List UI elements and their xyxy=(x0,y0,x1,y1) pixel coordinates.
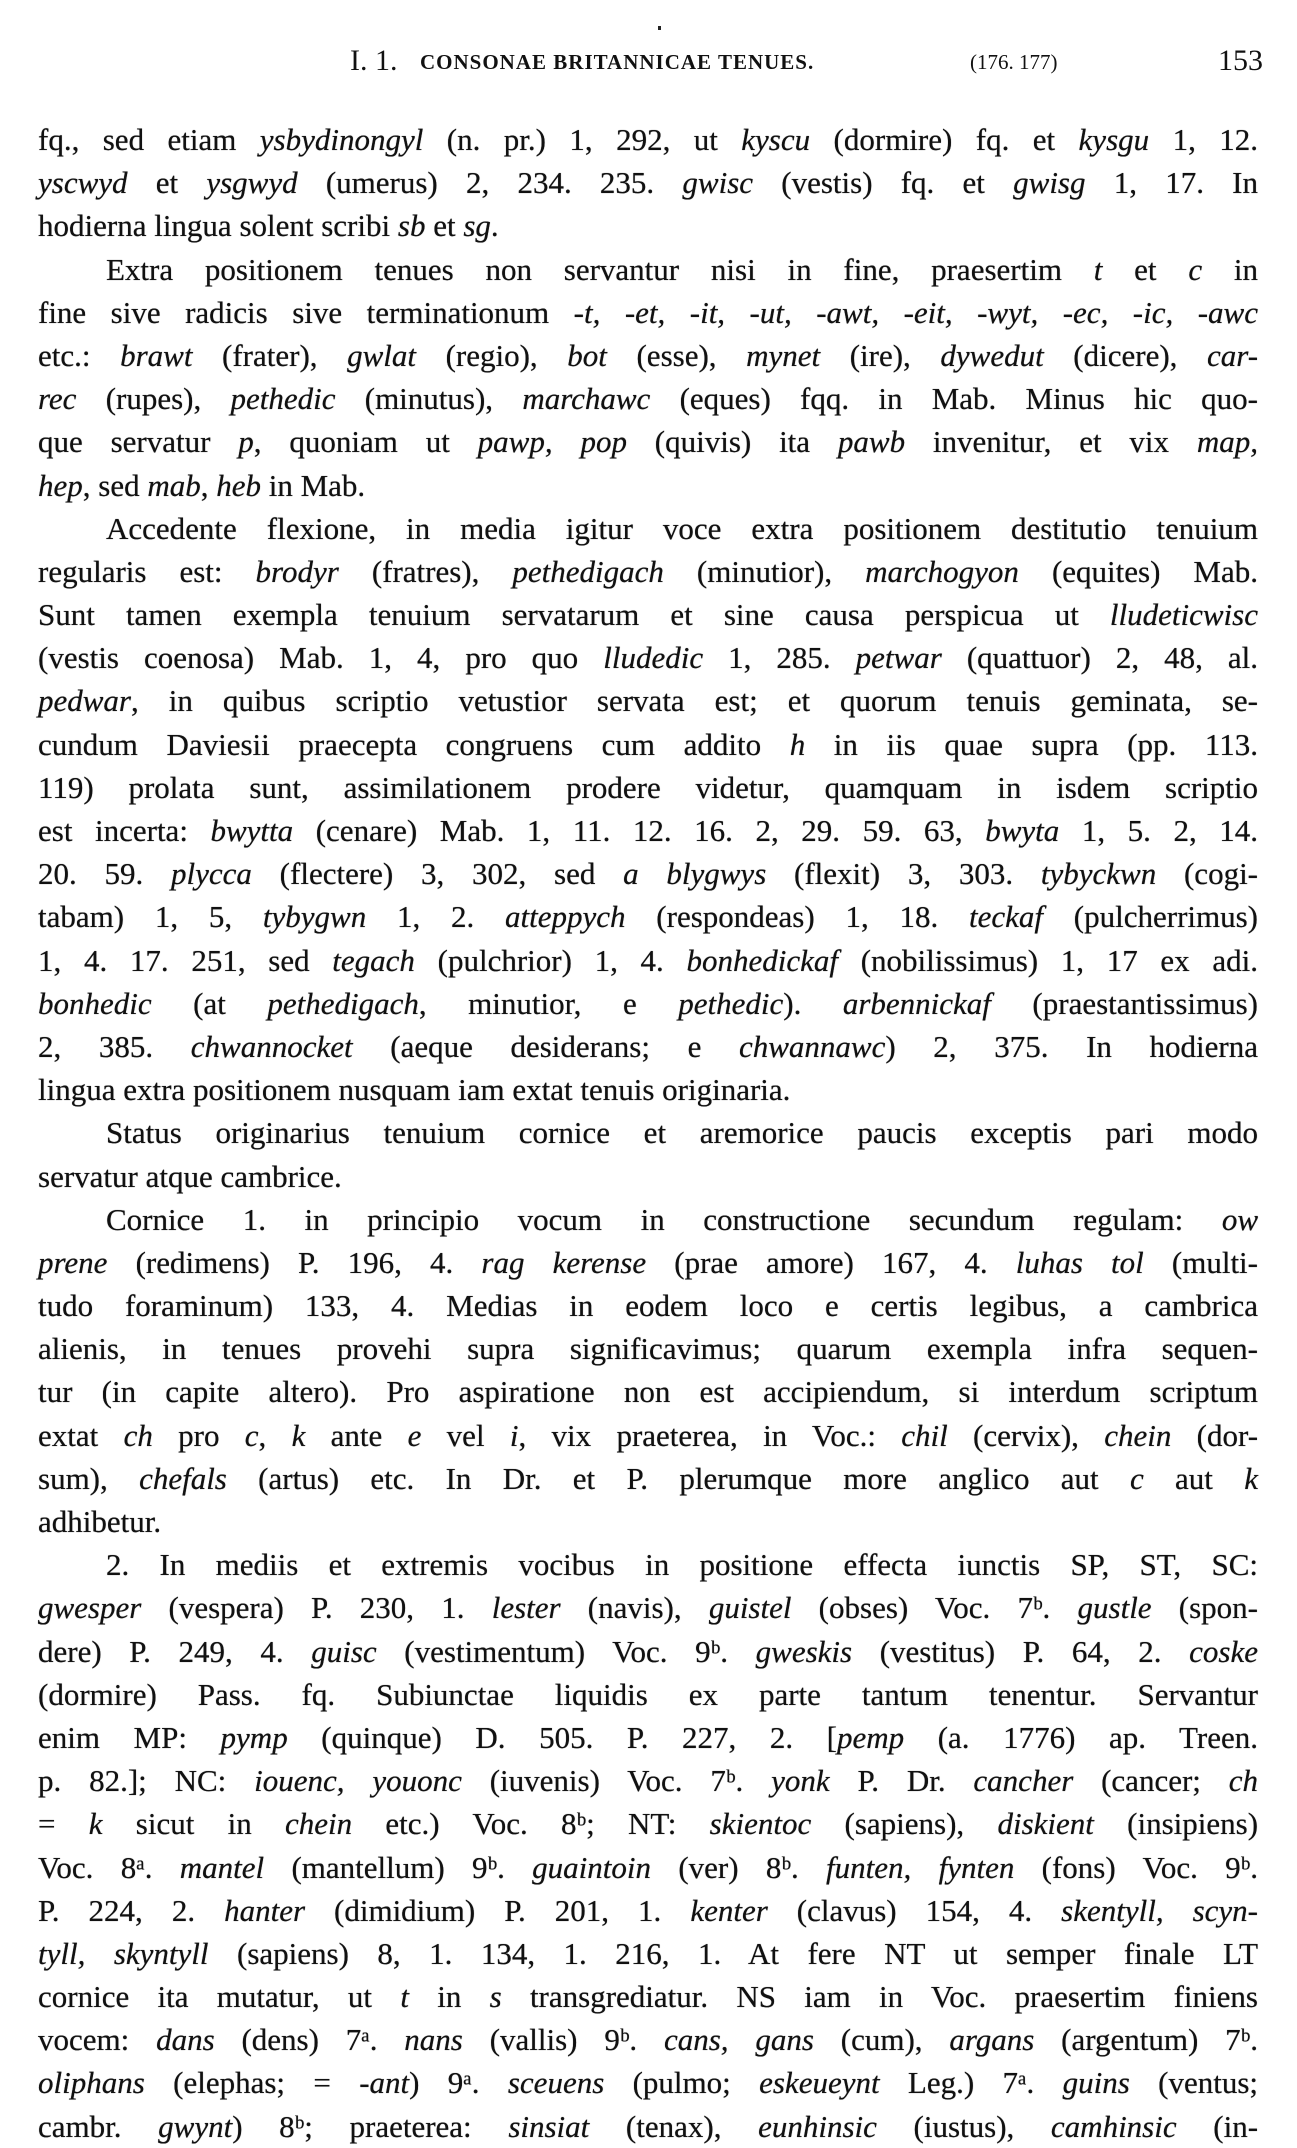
text-run: in iis quae supra (pp. 113. xyxy=(805,726,1258,762)
page-number: 153 xyxy=(1218,44,1263,77)
italic-term: dywedut xyxy=(940,337,1044,373)
text-line xyxy=(38,2105,1258,2148)
text-run: (tenax), xyxy=(589,2108,759,2144)
text-run: tudo foraminum) 133, 4. Medias in eodem loco e certis legibus, a cambrica xyxy=(38,1288,1258,1324)
italic-term: c xyxy=(1188,251,1203,287)
text-line xyxy=(38,1155,1258,1198)
text-run: etc.: xyxy=(38,337,121,373)
text-run: et xyxy=(1102,251,1189,287)
italic-term: gwesper xyxy=(38,1590,142,1626)
text-run: (cervix), xyxy=(947,1417,1105,1453)
text-run: (esse), xyxy=(606,337,747,373)
text-line xyxy=(38,895,1258,938)
text-run: (vespera) P. 230, 1. xyxy=(141,1590,492,1626)
text-line xyxy=(38,1846,1258,1889)
text-run: regularis est: xyxy=(38,553,256,589)
text-run: 1, 4. 17. 251, sed xyxy=(38,942,333,978)
text-line xyxy=(38,507,1258,550)
italic-term: sinsiat xyxy=(508,2108,590,2144)
italic-term: car- xyxy=(1207,337,1259,373)
text-line xyxy=(38,1370,1258,1413)
italic-term: pedwar xyxy=(38,683,131,719)
text-run: (respondeas) 1, 18. xyxy=(625,899,969,935)
text-line xyxy=(38,291,1258,334)
text-run: (artus) etc. In Dr. et P. plerumque more anglico aut xyxy=(226,1460,1130,1496)
text-run: (dormire) Pass. fq. Subiunctae liquidis ex parte tantum tenentur. Servantur xyxy=(38,1676,1258,1712)
text-run: (at xyxy=(151,985,268,1021)
italic-term: ch xyxy=(1228,1763,1258,1799)
text-line xyxy=(38,1284,1258,1327)
text-line xyxy=(38,1889,1258,1932)
text-run: (fons) Voc. 9ᵇ. xyxy=(1014,1849,1259,1885)
text-run: (quivis) ita xyxy=(626,424,838,460)
italic-term: ch xyxy=(123,1417,153,1453)
body-text xyxy=(38,118,1258,2148)
italic-term: s xyxy=(489,1979,502,2015)
running-title: CONSONAE BRITANNICAE TENUES. xyxy=(420,50,815,74)
text-line xyxy=(38,204,1258,247)
italic-term: sg xyxy=(463,208,491,244)
text-run: 1, 17. In xyxy=(1085,165,1258,201)
italic-term: sceuens xyxy=(507,2065,605,2101)
text-run: ) 9ᵃ. xyxy=(409,2065,508,2101)
italic-term: atteppych xyxy=(505,899,626,935)
text-line xyxy=(38,1111,1258,1154)
text-line xyxy=(38,679,1258,722)
text-run: Cornice 1. in principio vocum in constructione secundum regulam: xyxy=(106,1201,1222,1237)
text-line xyxy=(38,118,1258,161)
italic-term: iouenc, youonc xyxy=(254,1763,462,1799)
text-run: sicut in xyxy=(102,1806,286,1842)
italic-term: funten, fynten xyxy=(826,1849,1015,1885)
italic-term: guins xyxy=(1062,2065,1130,2101)
italic-term: kenter xyxy=(690,1892,768,1928)
text-line xyxy=(38,1630,1258,1673)
italic-term: mynet xyxy=(746,337,821,373)
italic-term: tybyckwn xyxy=(1040,856,1157,892)
italic-term: plycca xyxy=(171,856,252,892)
text-run: (quattuor) 2, 48, al. xyxy=(941,640,1258,676)
text-run: (vestimentum) Voc. 9ᵇ. xyxy=(376,1633,756,1669)
italic-term: bwyta xyxy=(985,813,1060,848)
italic-term: gwlat xyxy=(347,337,417,373)
text-run: servatur atque cambrice. xyxy=(38,1158,342,1194)
italic-term: kyscu xyxy=(741,122,811,157)
text-run: (mantellum) 9ᵇ. xyxy=(264,1849,533,1885)
text-line xyxy=(38,1327,1258,1370)
text-run: et xyxy=(425,208,464,244)
text-run: (pulmo; xyxy=(604,2065,760,2101)
italic-term: pemp xyxy=(837,1719,905,1755)
text-run: (dor- xyxy=(1171,1417,1259,1453)
italic-term: gweskis xyxy=(755,1633,853,1669)
text-line xyxy=(38,939,1258,982)
text-run: (flexit) 3, 303. xyxy=(766,856,1041,892)
italic-term: teckaf xyxy=(969,899,1044,935)
italic-term: lludeticwisc xyxy=(1109,597,1258,633)
italic-term: hanter xyxy=(224,1892,306,1928)
text-run: Status originarius tenuium cornice et aremorice paucis exceptis pari modo xyxy=(106,1115,1258,1151)
italic-term: guisc xyxy=(311,1633,377,1669)
text-line xyxy=(38,248,1258,291)
italic-term: diskient xyxy=(997,1806,1094,1842)
italic-term: brawt xyxy=(120,337,193,373)
text-run: (dicere), xyxy=(1043,337,1207,373)
text-line xyxy=(38,550,1258,593)
text-run: (argentum) 7ᵇ. xyxy=(1034,2022,1258,2058)
text-run: in Mab. xyxy=(261,467,366,503)
text-run: (multi- xyxy=(1143,1244,1258,1280)
text-run: sum), xyxy=(38,1460,140,1496)
italic-term: tyll, skyntyll xyxy=(38,1935,209,1971)
text-run: (minutus), xyxy=(335,381,523,417)
text-line xyxy=(38,2018,1258,2061)
text-line xyxy=(38,1500,1258,1543)
italic-term: h xyxy=(789,726,806,762)
text-run: (cenare) Mab. 1, 11. 12. 16. 2, 29. 59. 63, xyxy=(293,813,986,848)
text-line xyxy=(38,809,1258,852)
text-run: P. 224, 2. xyxy=(38,1892,225,1928)
text-run: Sunt tamen exempla tenuium servatarum et sine causa perspicua ut xyxy=(38,597,1110,633)
text-run: (cum), xyxy=(813,2022,950,2058)
text-line xyxy=(38,464,1258,507)
text-run: est incerta: xyxy=(38,813,211,848)
text-run: (dens) 7ᵃ. xyxy=(214,2022,405,2058)
text-run: (iustus), xyxy=(876,2108,1051,2144)
italic-term: tybygwn xyxy=(262,899,367,935)
text-run: cambr. xyxy=(38,2108,159,2144)
italic-term: ysgwyd xyxy=(206,165,298,201)
text-run: (fratres), xyxy=(338,553,513,589)
text-line xyxy=(38,1802,1258,1845)
text-run: (sapiens), xyxy=(811,1806,998,1842)
text-run: (insipiens) xyxy=(1093,1806,1259,1842)
text-run: Leg.) 7ᵃ. xyxy=(879,2065,1063,2101)
text-run: (obses) Voc. 7ᵇ. xyxy=(791,1590,1078,1626)
text-line xyxy=(38,1673,1258,1716)
italic-term: argans xyxy=(949,2022,1035,2058)
text-run: ) 2, 375. In hodierna xyxy=(885,1028,1258,1064)
text-run: (a. 1776) ap. Treen. xyxy=(904,1719,1258,1755)
italic-term: petwar xyxy=(855,640,942,676)
text-run: (dimidium) P. 201, 1. xyxy=(305,1892,691,1928)
italic-term: gwisc xyxy=(682,165,754,201)
text-line xyxy=(38,161,1258,204)
text-line xyxy=(38,2061,1258,2104)
italic-term: guistel xyxy=(708,1590,792,1626)
italic-term: lester xyxy=(491,1590,561,1626)
text-run: (aeque desiderans; e xyxy=(352,1028,739,1064)
text-run: (iuvenis) Voc. 7ᵇ. xyxy=(461,1763,772,1799)
text-run: cornice ita mutatur, ut xyxy=(38,1979,401,2015)
text-run: (vestis) fq. et xyxy=(753,165,1014,201)
text-run: 2. In mediis et extremis vocibus in positione effecta iunctis SP, ST, SC: xyxy=(106,1547,1258,1583)
italic-term: arbennickaf xyxy=(842,985,991,1021)
text-run: 1, 12. xyxy=(1149,122,1258,157)
italic-term: c xyxy=(1129,1460,1144,1496)
text-line xyxy=(38,1414,1258,1457)
text-run: (n. pr.) 1, 292, ut xyxy=(423,122,742,157)
italic-term: i xyxy=(509,1417,519,1453)
running-header xyxy=(0,44,1297,84)
italic-term: skentyll, scyn- xyxy=(1061,1892,1258,1928)
text-run: tabam) 1, 5, xyxy=(38,899,263,935)
text-run: (umerus) 2, 234. 235. xyxy=(297,165,683,201)
scan-speck xyxy=(658,26,661,30)
text-run: , xyxy=(200,467,217,503)
italic-term: ysbydinongyl xyxy=(259,122,424,157)
text-run: extat xyxy=(38,1417,124,1453)
italic-term: kysgu xyxy=(1078,122,1150,157)
text-run: (dormire) fq. et xyxy=(810,122,1079,157)
text-run: (elephas; = xyxy=(144,2065,360,2101)
italic-term: pawp, pop xyxy=(477,424,627,460)
italic-term: p xyxy=(238,424,254,460)
text-run: , sed xyxy=(82,467,148,503)
italic-term: chil xyxy=(901,1417,948,1453)
text-run: (equites) Mab. xyxy=(1018,553,1258,589)
text-run: (spon- xyxy=(1151,1590,1258,1626)
text-run: lingua extra positionem nusquam iam extat tenuis originaria. xyxy=(38,1072,791,1108)
text-run: ante xyxy=(305,1417,408,1453)
italic-term: k xyxy=(1244,1460,1258,1496)
text-run: enim MP: xyxy=(38,1719,221,1755)
italic-term: gwynt xyxy=(158,2108,233,2144)
text-run: fine sive radicis sive terminationum xyxy=(38,294,574,330)
italic-term: cancher xyxy=(973,1763,1074,1799)
text-run: dere) P. 249, 4. xyxy=(38,1633,312,1669)
italic-term: prene xyxy=(38,1244,108,1280)
text-line xyxy=(38,1543,1258,1586)
italic-term: pethedic xyxy=(230,381,336,417)
text-run: 1, 285. xyxy=(703,640,856,676)
text-line xyxy=(38,766,1258,809)
text-run: 119) prolata sunt, assimilationem prodere videtur, quamquam in isdem scriptio xyxy=(38,769,1258,805)
text-run: (sapiens) 8, 1. 134, 1. 216, 1. At fere NT ut semper finale LT xyxy=(208,1935,1258,1971)
text-run: vel xyxy=(421,1417,510,1453)
text-line xyxy=(38,334,1258,377)
italic-term: luhas tol xyxy=(1015,1244,1144,1280)
italic-term: -t, -et, -it, -ut, -awt, -eit, -wyt, -ec, -ic, -awc xyxy=(573,294,1258,330)
italic-term: yscwyd xyxy=(38,165,128,201)
text-line xyxy=(38,1025,1258,1068)
text-run: (vallis) 9ᵇ. xyxy=(462,2022,664,2058)
italic-term: eunhinsic xyxy=(758,2108,877,2144)
italic-term: heb xyxy=(216,467,261,503)
italic-term: oliphans xyxy=(38,2065,145,2101)
text-run: (prae amore) 167, 4. xyxy=(646,1244,1016,1280)
text-run: in xyxy=(1202,251,1258,287)
text-run: P. Dr. xyxy=(829,1763,974,1799)
italic-term: coske xyxy=(1189,1633,1258,1669)
text-run: 20. 59. xyxy=(38,856,172,892)
text-line xyxy=(38,1716,1258,1759)
text-run: (minutior), xyxy=(663,553,866,589)
text-line xyxy=(38,636,1258,679)
italic-term: e xyxy=(407,1417,422,1453)
italic-term: marchogyon xyxy=(865,553,1019,589)
text-run: (regio), xyxy=(416,337,568,373)
text-run: = xyxy=(38,1806,89,1842)
text-run: . xyxy=(490,208,499,244)
text-run: (praestantissimus) xyxy=(990,985,1259,1021)
text-run: vocem: xyxy=(38,2022,157,2058)
text-run: (clavus) 154, 4. xyxy=(767,1892,1062,1928)
text-run: (cancer; xyxy=(1073,1763,1229,1799)
italic-term: pethedigach xyxy=(267,985,419,1021)
text-run: Voc. 8ᵃ. xyxy=(38,1849,180,1885)
italic-term: skientoc xyxy=(709,1806,812,1842)
text-line xyxy=(38,1241,1258,1284)
italic-term: chwannocket xyxy=(190,1028,353,1064)
italic-term: map, xyxy=(1196,424,1259,460)
text-line xyxy=(38,723,1258,766)
text-run: (eques) fqq. in Mab. Minus hic quo- xyxy=(650,381,1258,417)
text-run: (vestis coenosa) Mab. 1, 4, pro quo xyxy=(38,640,604,676)
text-line xyxy=(38,593,1258,636)
text-run: , vix praeterea, in Voc.: xyxy=(518,1417,902,1453)
italic-term: chefals xyxy=(139,1460,227,1496)
text-line xyxy=(38,1932,1258,1975)
italic-term: bot xyxy=(567,337,607,373)
text-line xyxy=(38,377,1258,420)
text-run: (ver) 8ᵇ. xyxy=(651,1849,827,1885)
text-run: Extra positionem tenues non servantur nisi in fine, praesertim xyxy=(106,251,1094,287)
italic-term: dans xyxy=(156,2022,215,2058)
text-run: (navis), xyxy=(560,1590,709,1626)
text-run: 2, 385. xyxy=(38,1028,191,1064)
italic-term: hep xyxy=(38,467,83,503)
text-run: (vestitus) P. 64, 2. xyxy=(852,1633,1190,1669)
italic-term: bonhedickaf xyxy=(686,942,838,978)
text-line xyxy=(38,1457,1258,1500)
text-line xyxy=(38,1068,1258,1111)
text-run: , in quibus scriptio vetustior servata est; et quorum tenuis geminata, se- xyxy=(131,683,1258,719)
italic-term: rec xyxy=(38,381,77,417)
text-run: (flectere) 3, 302, sed xyxy=(251,856,624,892)
text-run: (pulchrior) 1, 4. xyxy=(414,942,687,978)
text-run: aut xyxy=(1143,1460,1245,1496)
italic-term: t xyxy=(1093,251,1103,287)
italic-term: chein xyxy=(1104,1417,1172,1453)
text-line xyxy=(38,1975,1258,2018)
text-run: etc.) Voc. 8ᵇ; NT: xyxy=(352,1806,710,1842)
section-number: I. 1. xyxy=(350,44,398,77)
text-run: alienis, in tenues provehi supra significavimus; quarum exempla infra sequen- xyxy=(38,1331,1258,1367)
text-run: (ventus; xyxy=(1129,2065,1259,2101)
italic-term: ow xyxy=(1221,1201,1258,1237)
text-run: (redimens) P. 196, 4. xyxy=(107,1244,482,1280)
italic-term: yonk xyxy=(771,1763,830,1799)
italic-term: brodyr xyxy=(255,553,339,589)
italic-term: pethedic xyxy=(678,985,784,1021)
italic-term: cans, gans xyxy=(663,2022,814,2058)
text-run: invenitur, et vix xyxy=(905,424,1197,460)
italic-term: chein xyxy=(285,1806,353,1842)
text-run: transgrediatur. NS iam in Voc. praesertim finiens xyxy=(501,1979,1258,2015)
italic-term: k xyxy=(291,1417,306,1453)
text-run: 1, 2. xyxy=(366,899,506,935)
italic-term: pawb xyxy=(837,424,906,460)
italic-term: guaintoin xyxy=(532,1849,652,1885)
text-run: in xyxy=(408,1979,490,2015)
text-run: ) 8ᵇ; praeterea: xyxy=(232,2108,509,2144)
text-run: p. 82.]; NC: xyxy=(38,1763,255,1799)
page-reference: (176. 177) xyxy=(970,50,1058,74)
italic-term: rag kerense xyxy=(481,1244,647,1280)
italic-term: a blygwys xyxy=(623,856,767,892)
italic-term: gustle xyxy=(1077,1590,1152,1626)
text-run: (in- xyxy=(1176,2108,1259,2144)
italic-term: lludedic xyxy=(603,640,704,676)
italic-term: bonhedic xyxy=(38,985,152,1021)
text-run: (frater), xyxy=(192,337,348,373)
italic-term: tegach xyxy=(332,942,415,978)
text-run: fq., sed etiam xyxy=(38,122,260,157)
text-run: (quinque) D. 505. P. 227, 2. [ xyxy=(287,1719,837,1755)
text-run: et xyxy=(127,165,207,201)
text-run: hodierna lingua solent scribi xyxy=(38,208,398,244)
text-line xyxy=(38,852,1258,895)
text-run: 1, 5. 2, 14. xyxy=(1059,813,1259,848)
italic-term: bwytta xyxy=(210,813,294,848)
italic-term: -ant xyxy=(359,2065,410,2101)
text-run: pro xyxy=(152,1417,245,1453)
italic-term: nans xyxy=(404,2022,463,2058)
italic-term: marchawc xyxy=(522,381,651,417)
italic-term: c xyxy=(244,1417,259,1453)
italic-term: eskeueynt xyxy=(759,2065,880,2101)
text-run: cundum Daviesii praecepta congruens cum addito xyxy=(38,726,790,762)
text-run: que servatur xyxy=(38,424,239,460)
text-run: (pulcherrimus) xyxy=(1043,899,1258,935)
text-line xyxy=(38,1586,1258,1629)
italic-term: sb xyxy=(397,208,426,244)
text-run: (ire), xyxy=(820,337,941,373)
italic-term: t xyxy=(400,1979,409,2015)
text-run: , minutior, e xyxy=(418,985,679,1021)
text-line xyxy=(38,982,1258,1025)
text-run: (rupes), xyxy=(76,381,231,417)
text-run: , quoniam ut xyxy=(253,424,478,460)
text-run: tur (in capite altero). Pro aspiratione non est accipiendum, si interdum scriptum xyxy=(38,1374,1258,1410)
text-run: Accedente flexione, in media igitur voce extra positionem destitutio tenuium xyxy=(106,510,1258,546)
italic-term: mantel xyxy=(179,1849,265,1885)
text-run: , xyxy=(258,1417,292,1453)
text-run: (nobilissimus) 1, 17 ex adi. xyxy=(838,942,1258,978)
italic-term: gwisg xyxy=(1013,165,1086,201)
text-run: (cogi- xyxy=(1156,856,1258,892)
text-line xyxy=(38,420,1258,463)
italic-term: pethedigach xyxy=(512,553,664,589)
italic-term: chwannawc xyxy=(738,1028,886,1064)
italic-term: mab xyxy=(147,467,201,503)
text-line xyxy=(38,1759,1258,1802)
italic-term: camhinsic xyxy=(1050,2108,1177,2144)
text-line xyxy=(38,1198,1258,1241)
italic-term: k xyxy=(88,1806,103,1842)
italic-term: pymp xyxy=(220,1719,288,1755)
text-run: ). xyxy=(783,985,843,1021)
text-run: adhibetur. xyxy=(38,1504,162,1539)
